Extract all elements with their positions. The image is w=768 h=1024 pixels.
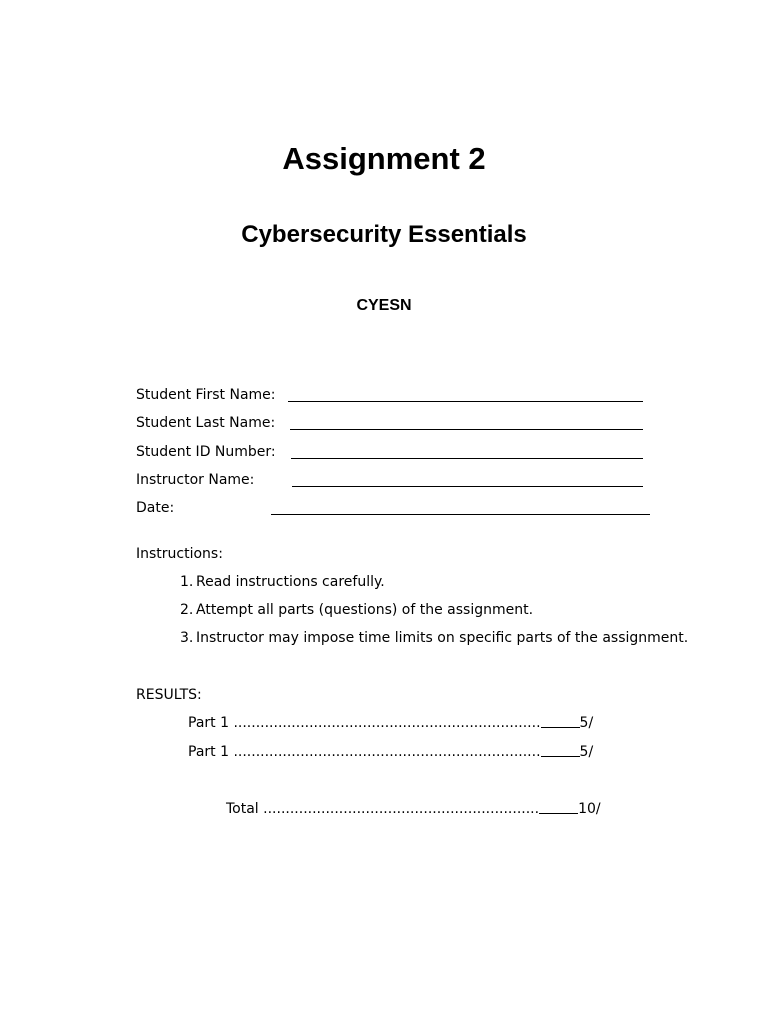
results-heading: RESULTS: bbox=[136, 687, 202, 703]
result-dots: ..................................................................... bbox=[233, 715, 541, 731]
instruction-text: Instructor may impose time limits on specific parts of the assignment. bbox=[196, 630, 689, 646]
instructor-name-label: Instructor Name: bbox=[136, 472, 255, 488]
instruction-text: Read instructions carefully. bbox=[196, 574, 385, 590]
score-blank[interactable] bbox=[541, 744, 580, 757]
first-name-field[interactable] bbox=[288, 401, 643, 402]
instruction-text: Attempt all parts (questions) of the assignment. bbox=[196, 602, 534, 618]
result-label: Part 1 bbox=[188, 715, 229, 731]
course-title: Cybersecurity Essentials bbox=[241, 221, 527, 248]
total-label: Total bbox=[226, 801, 259, 817]
total-row bbox=[226, 800, 601, 818]
result-row bbox=[188, 714, 593, 732]
instruction-item bbox=[180, 601, 533, 619]
assignment-title: Assignment 2 bbox=[282, 141, 486, 176]
score-blank[interactable] bbox=[541, 715, 580, 728]
course-code: CYESN bbox=[356, 297, 412, 314]
instructor-name-field[interactable] bbox=[292, 486, 643, 487]
instruction-item bbox=[180, 573, 385, 591]
student-id-label: Student ID Number: bbox=[136, 444, 276, 460]
instruction-number: 1. bbox=[180, 574, 194, 590]
total-score: 10/ bbox=[578, 801, 601, 817]
result-score: 5/ bbox=[579, 744, 594, 760]
instruction-number: 3. bbox=[180, 630, 194, 646]
result-label: Part 1 bbox=[188, 744, 229, 760]
result-row bbox=[188, 743, 593, 761]
total-dots: .............................................................. bbox=[263, 801, 540, 817]
total-blank[interactable] bbox=[539, 801, 578, 814]
first-name-label: Student First Name: bbox=[136, 387, 276, 403]
last-name-label: Student Last Name: bbox=[136, 415, 276, 431]
instruction-number: 2. bbox=[180, 602, 194, 618]
instructions-heading: Instructions: bbox=[136, 546, 223, 562]
result-score: 5/ bbox=[579, 715, 594, 731]
last-name-field[interactable] bbox=[290, 429, 643, 430]
result-dots: ..................................................................... bbox=[233, 744, 541, 760]
date-field[interactable] bbox=[271, 514, 650, 515]
student-id-field[interactable] bbox=[291, 458, 643, 459]
date-label: Date: bbox=[136, 500, 175, 516]
instruction-item bbox=[180, 629, 688, 647]
